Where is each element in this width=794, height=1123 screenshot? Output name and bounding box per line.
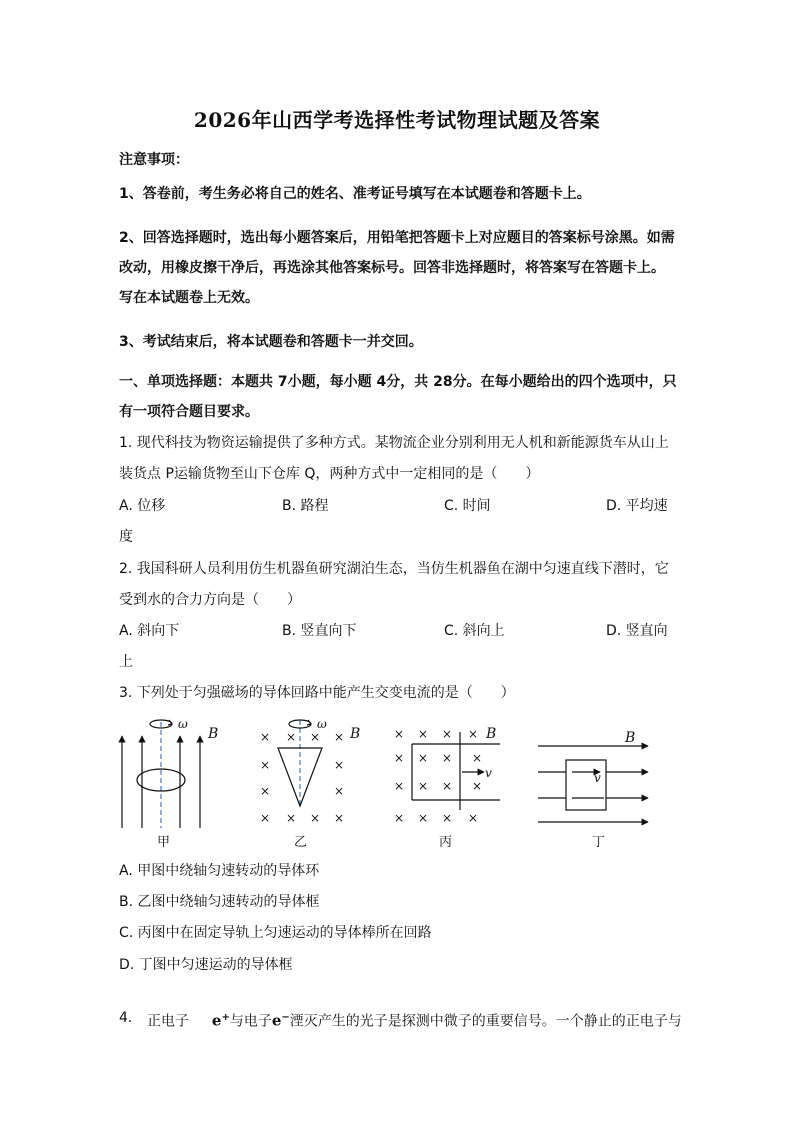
q1-option-b: B. 路程: [282, 498, 329, 514]
svg-text:×: ×: [394, 751, 405, 765]
q4-text-b: 与电子: [229, 1013, 272, 1030]
field-label: B: [625, 730, 636, 746]
section-heading: 一、单项选择题：本题共 7小题，每小题 4分，共 28分。在每小题给出的四个选项中，只: [119, 374, 677, 390]
question-2-stem-cont: 受到水的合力方向是（ ）: [119, 592, 301, 608]
svg-text:×: ×: [260, 784, 271, 798]
page-title: 2026年山西学考选择性考试物理试题及答案: [193, 108, 601, 132]
section-heading-cont: 有一项符合题目要求。: [119, 404, 259, 420]
svg-text:×: ×: [394, 779, 405, 793]
svg-text:×: ×: [286, 811, 297, 825]
q1-option-c: C. 时间: [444, 498, 491, 514]
svg-text:×: ×: [334, 811, 345, 825]
svg-text:×: ×: [468, 811, 479, 825]
figure-label-jia: 甲: [157, 835, 171, 850]
notice-item: 改动，用橡皮擦干净后，再选涂其他答案标号。回答非选择题时，将答案写在答题卡上。: [119, 260, 665, 276]
q3-figure: [112, 710, 672, 852]
figure-label-ding: 丁: [592, 835, 606, 850]
field-label: B: [486, 726, 497, 742]
positron-sup: +: [221, 1012, 230, 1023]
svg-text:×: ×: [260, 811, 271, 825]
svg-text:×: ×: [472, 751, 483, 765]
q3-option-b: B. 乙图中绕轴匀速转动的导体框: [119, 894, 320, 910]
svg-text:×: ×: [334, 730, 345, 744]
question-4-text: [147, 1009, 682, 1031]
notice-heading: 注意事项：: [119, 152, 189, 168]
velocity-label: v: [594, 771, 601, 785]
notice-item: 1、答卷前，考生务必将自己的姓名、准考证号填写在本试题卷和答题卡上。: [119, 186, 591, 202]
figure-jia: [122, 720, 200, 828]
notice-item: 写在本试题卷上无效。: [119, 290, 259, 306]
figure-ding: [538, 746, 648, 822]
svg-text:×: ×: [310, 730, 321, 744]
q3-option-c: C. 丙图中在固定导轨上匀速运动的导体棒所在回路: [119, 925, 432, 941]
svg-text:×: ×: [334, 784, 345, 798]
question-4-number: 4.: [119, 1010, 133, 1026]
cross-marks-bing: [394, 727, 482, 825]
svg-text:×: ×: [442, 751, 453, 765]
svg-text:×: ×: [286, 730, 297, 744]
electron-sup: −: [281, 1012, 290, 1023]
field-label: B: [350, 726, 361, 742]
q1-option-d: D. 平均速: [606, 498, 668, 514]
notice-item: 2、回答选择题时，选出每小题答案后，用铅笔把答题卡上对应题目的答案标号涂黑。如需: [119, 230, 675, 246]
positron-symbol: e: [211, 1011, 222, 1030]
q3-option-a: A. 甲图中绕轴匀速转动的导体环: [119, 863, 320, 879]
svg-text:×: ×: [418, 727, 429, 741]
q4-text-a: 正电子: [147, 1013, 189, 1030]
svg-text:×: ×: [442, 779, 453, 793]
svg-text:×: ×: [418, 811, 429, 825]
svg-text:×: ×: [468, 727, 479, 741]
q2-option-b: B. 竖直向下: [282, 623, 357, 639]
q4-text-c: 湮灭产生的光子是探测中微子的重要信号。一个静止的正电子与: [289, 1013, 682, 1030]
svg-text:×: ×: [394, 811, 405, 825]
cross-marks-yi: [260, 730, 344, 825]
svg-text:×: ×: [334, 758, 345, 772]
figure-label-yi: 乙: [294, 835, 308, 850]
svg-text:×: ×: [260, 730, 271, 744]
question-1-stem: 1. 现代科技为物资运输提供了多种方式。某物流企业分别利用无人机和新能源货车从山上: [119, 435, 669, 451]
q2-option-d-wrap: 上: [119, 654, 133, 670]
notice-item: 3、考试结束后，将本试题卷和答题卡一并交回。: [119, 334, 423, 350]
field-label: B: [208, 726, 219, 742]
omega-label: ω: [178, 717, 188, 731]
question-1-stem-cont: 装货点 P运输货物至山下仓库 Q，两种方式中一定相同的是（ ）: [119, 466, 540, 482]
q1-option-a: A. 位移: [119, 498, 166, 514]
electron-symbol: e: [271, 1011, 282, 1030]
question-2-stem: 2. 我国科研人员利用仿生机器鱼研究湖泊生态，当仿生机器鱼在湖中匀速直线下潜时，它: [119, 561, 669, 577]
q2-option-c: C. 斜向上: [444, 623, 505, 639]
svg-text:×: ×: [418, 751, 429, 765]
svg-text:×: ×: [442, 811, 453, 825]
q3-option-d: D. 丁图中匀速运动的导体框: [119, 957, 293, 973]
svg-text:×: ×: [472, 779, 483, 793]
velocity-label: v: [485, 766, 492, 780]
svg-text:×: ×: [260, 758, 271, 772]
q2-option-a: A. 斜向下: [119, 623, 180, 639]
q1-option-d-wrap: 度: [119, 529, 133, 545]
question-3-stem: 3. 下列处于匀强磁场的导体回路中能产生交变电流的是（ ）: [119, 685, 515, 701]
svg-text:×: ×: [394, 727, 405, 741]
svg-text:×: ×: [310, 811, 321, 825]
omega-label: ω: [317, 717, 327, 731]
svg-text:×: ×: [418, 779, 429, 793]
svg-text:×: ×: [442, 727, 453, 741]
figure-label-bing: 丙: [439, 835, 453, 850]
q2-option-d: D. 竖直向: [606, 623, 668, 639]
